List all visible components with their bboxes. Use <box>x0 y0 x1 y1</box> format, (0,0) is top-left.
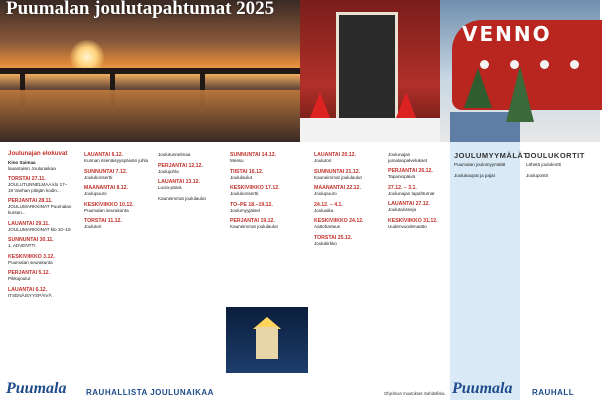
event-item <box>158 152 221 158</box>
event-item <box>158 163 221 175</box>
event-date: LAUANTAI 6.12. <box>8 286 48 293</box>
event-date: TORSTAI 25.12. <box>314 234 353 241</box>
column-list <box>8 160 72 299</box>
event-item <box>230 185 305 197</box>
column-list <box>454 162 517 178</box>
event-item <box>84 202 149 214</box>
event-text: lauantaisin Joulunaikaa <box>8 165 56 171</box>
event-item <box>454 162 517 168</box>
event-text: Uudenvuodenaatto <box>388 223 427 229</box>
event-text: Joulukonsertti <box>230 191 259 197</box>
event-date: TO–PE 18.–19.12. <box>230 201 273 208</box>
event-date: TORSTAI 27.11. <box>8 176 46 183</box>
event-text: Puumalan seurakunta <box>84 207 129 213</box>
column-list <box>388 152 445 230</box>
event-item <box>526 162 597 168</box>
event-text: Messu <box>230 158 244 163</box>
event-text: JOULUMARKKINAT klo 10–16 <box>8 226 71 232</box>
event-item <box>84 218 149 230</box>
event-date: LAUANTAI 13.12. <box>158 179 200 186</box>
event-item <box>8 254 72 266</box>
column-list <box>314 152 379 247</box>
column-3 <box>154 142 224 400</box>
event-item <box>454 173 517 179</box>
footer-tagline: RAUHALL <box>532 388 575 397</box>
event-date: LAUANTAI 20.12. <box>314 152 356 158</box>
event-item <box>8 160 72 171</box>
event-text: Joulunajan jumalanpalvelukset <box>388 152 428 163</box>
column-5 <box>310 142 382 400</box>
event-date: KESKIVIIKKO 10.12. <box>84 201 134 208</box>
tree-shape <box>464 68 492 108</box>
event-date: KESKIVIIKKO 31.12. <box>388 217 438 224</box>
event-item <box>388 168 445 180</box>
event-item <box>158 196 221 202</box>
event-date: LAUANTAI 6.12. <box>84 152 124 158</box>
event-date: SUNNUNTAI 7.12. <box>84 168 128 175</box>
event-text: Kunnan itsenäisyyspäivän juhla <box>84 158 149 163</box>
event-text: Joulujuhla <box>158 168 179 174</box>
event-text: 1. ADVENTTI <box>8 243 36 249</box>
event-text: Aattohartaus <box>314 224 341 230</box>
event-text: Kauneimmat joululaulut <box>314 174 362 180</box>
event-text: ITSENÄISYYSPÄIVÄ <box>8 292 52 298</box>
event-text: Joulukirkko <box>314 240 337 246</box>
puumala-logo: Puumala <box>452 380 513 397</box>
event-date: TIISTAI 16.12. <box>230 168 264 175</box>
event-item <box>526 173 597 179</box>
column-list <box>158 152 221 201</box>
section-heading: Joulunajan elokuvat <box>8 150 68 157</box>
tree-icon <box>506 66 534 122</box>
event-date: TORSTAI 11.12. <box>84 218 122 225</box>
event-date: SUNNUNTAI 21.12. <box>314 168 361 175</box>
event-item <box>8 221 72 233</box>
event-date: PERJANTAI 12.12. <box>158 162 203 169</box>
gnome-shape <box>310 92 330 118</box>
event-item <box>314 218 379 230</box>
event-date: KESKIVIIKKO 24.12. <box>314 218 364 225</box>
event-date: SUNNUNTAI 14.12. <box>230 152 277 158</box>
event-date: LAUANTAI 29.11. <box>8 220 50 227</box>
event-text: Kauneimmat joululaulut <box>158 195 206 201</box>
event-date: PERJANTAI 5.12. <box>8 270 50 277</box>
event-item <box>8 237 72 249</box>
event-text: Joulupostit <box>526 172 548 178</box>
event-item <box>230 169 305 181</box>
water-reflection <box>0 90 300 142</box>
event-text: Puumalan seurakunta <box>8 259 53 265</box>
event-item <box>8 176 72 193</box>
event-text: Tapaninpäivä <box>388 174 416 180</box>
event-item <box>388 185 445 197</box>
section-heading: JOULUKORTIT <box>526 151 585 160</box>
event-text: JOULUMARKKINAT Puumalan kuntan... <box>8 204 72 215</box>
event-text: Joulutansseja <box>388 207 417 213</box>
event-text: Joulukonsertti <box>84 174 113 180</box>
event-text: Lähetä joulukortti <box>526 162 561 167</box>
event-item <box>388 201 445 213</box>
event-item <box>84 152 149 164</box>
event-item <box>84 169 149 181</box>
section-heading: JOULUMYYMÄLÄT <box>454 151 529 160</box>
event-item <box>314 169 379 181</box>
event-item <box>8 270 72 282</box>
event-item <box>8 287 72 299</box>
red-house-photo <box>300 0 440 142</box>
event-text: Joulukaupat ja pajat <box>454 172 495 178</box>
event-item <box>314 235 379 247</box>
event-text: Joulupuuro <box>314 191 337 197</box>
event-date: PERJANTAI 26.12. <box>388 168 433 175</box>
bridge-shape <box>0 68 300 74</box>
column-list <box>230 152 305 230</box>
event-title: Kino Saimaa <box>8 160 36 165</box>
event-item <box>158 179 221 191</box>
event-item <box>84 185 149 197</box>
event-item <box>314 185 379 197</box>
event-date: PERJANTAI 19.12. <box>230 218 275 225</box>
event-date: KESKIVIIKKO 17.12. <box>230 185 280 192</box>
church-photo <box>226 307 308 373</box>
footer-tagline: RAUHALLISTA JOULUNAIKAA <box>86 388 214 397</box>
column-8 <box>522 142 600 400</box>
gnome-shape <box>396 92 416 118</box>
church-body <box>256 327 278 359</box>
event-date: MAANANTAI 22.12. <box>314 185 361 192</box>
event-text: Puumalan joulumyymälät <box>454 162 506 167</box>
event-item <box>388 218 445 230</box>
boat-name: VENNO <box>462 22 552 46</box>
event-date: LAUANTAI 27.12. <box>388 201 430 208</box>
light-dot <box>540 60 549 69</box>
event-text: Jouluaika <box>314 207 334 213</box>
event-text: JOULUTUNNELMAA klo 17–19 Vanhan pitäjän kodin... <box>8 182 68 193</box>
sunset-bridge-photo <box>0 0 300 142</box>
event-item <box>230 218 305 230</box>
column-list <box>526 162 597 178</box>
event-item <box>388 152 445 163</box>
event-date: MAANANTAI 8.12. <box>84 185 129 192</box>
column-7 <box>450 142 529 400</box>
column-list <box>84 152 149 230</box>
event-item <box>8 198 72 215</box>
column-1 <box>0 142 78 400</box>
event-item <box>230 152 305 164</box>
event-text: Joulunajan tapahtumat <box>388 190 435 196</box>
event-date: PERJANTAI 28.11. <box>8 198 53 205</box>
footer-footnote: Ohjelman muutokset mahdollisia. <box>384 391 446 396</box>
puumala-logo: Puumala <box>6 380 67 397</box>
light-dot <box>570 60 579 69</box>
event-date: SUNNUNTAI 30.11. <box>8 237 54 244</box>
event-item <box>314 152 379 164</box>
event-text: Kauneimmat joululaulut <box>230 224 278 230</box>
event-text: Lucia-päivä <box>158 185 182 191</box>
event-text: Joulupuuro <box>84 191 107 197</box>
event-text: Pikkujoulut <box>8 276 31 282</box>
column-6 <box>384 142 448 400</box>
event-date: 24.12. – 4.1. <box>314 201 343 208</box>
event-item <box>230 202 305 214</box>
page-title: Puumalan joulutapahtumat 2025 <box>6 0 275 19</box>
event-text: Joulumyyjäiset <box>230 207 261 213</box>
event-text: Joulutunnelmaa <box>158 152 191 157</box>
event-text: Joulutori <box>314 158 332 163</box>
event-text: Joululaulut <box>230 174 252 180</box>
event-item <box>314 202 379 214</box>
footer <box>0 378 600 400</box>
door-shape <box>336 12 398 128</box>
event-date: KESKIVIIKKO 3.12. <box>8 253 55 260</box>
event-date: 27.12. – 3.1. <box>388 184 417 191</box>
snow-ground <box>300 118 440 142</box>
event-text: Joulutori <box>84 224 102 230</box>
column-2 <box>80 142 152 400</box>
